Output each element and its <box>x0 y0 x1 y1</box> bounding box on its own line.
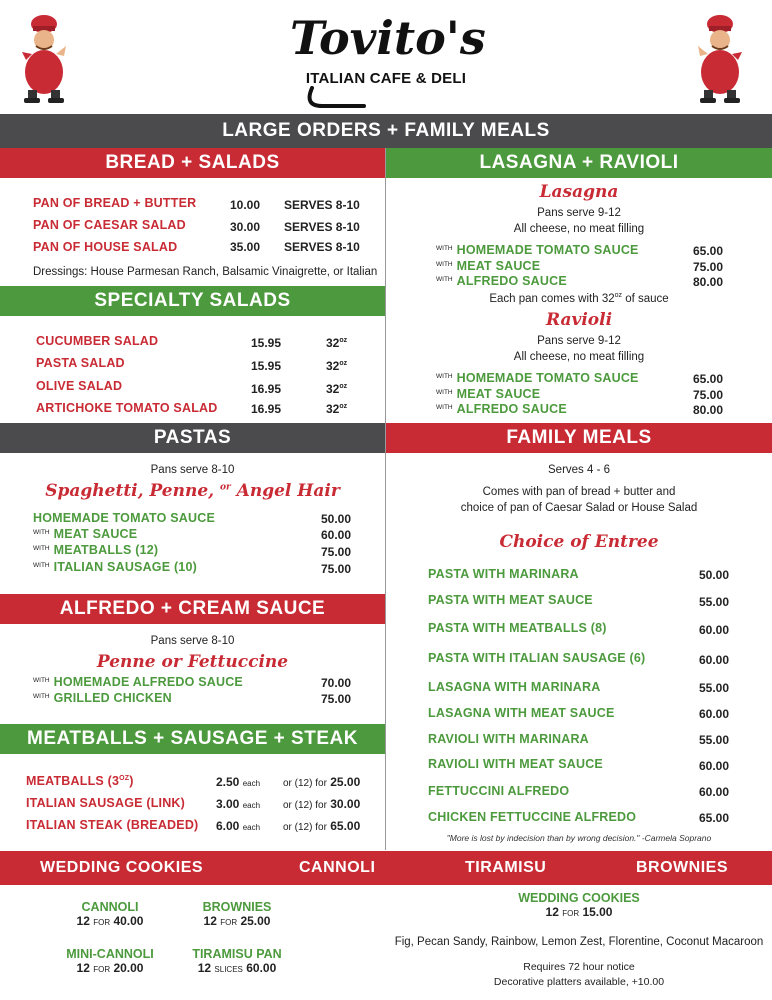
with-label: WITH <box>33 529 50 536</box>
menu-item-name-text: ALFREDO SAUCE <box>456 402 567 416</box>
dessert-item <box>55 947 165 975</box>
menu-item-price: 60.00 <box>321 528 352 542</box>
menu-item-name-text: MEAT SAUCE <box>53 527 138 541</box>
menu-item-price: 55.00 <box>699 733 730 747</box>
specialty-salads-header: SPECIALTY SALADS <box>0 286 385 316</box>
price-value: 6.00 <box>216 819 240 833</box>
dessert-name: BROWNIES <box>202 900 272 914</box>
family-desc-1: Comes with pan of bread + butter and <box>482 486 676 498</box>
logo-name: Tovito's <box>290 11 486 65</box>
menu-item-name: RAVIOLI WITH MEAT SAUCE <box>428 757 603 771</box>
size-value: 32 <box>326 382 340 396</box>
menu-item-name-text: MEAT SAUCE <box>456 387 541 401</box>
menu-item-name: PASTA WITH ITALIAN SAUSAGE (6) <box>428 651 646 665</box>
chef-mascot-icon <box>690 10 750 106</box>
each-label: each <box>242 801 261 810</box>
menu-item-serves: SERVES 8-10 <box>284 220 360 234</box>
dozen-price: 30.00 <box>330 797 361 811</box>
column-divider <box>385 148 386 850</box>
main-title: LARGE ORDERS + FAMILY MEALS <box>0 114 772 148</box>
menu-item-name-text: MEATBALLS (12) <box>53 543 159 557</box>
each-label: each <box>242 779 261 788</box>
dessert-name: WEDDING COOKIES <box>518 891 640 905</box>
each-label: each <box>242 823 261 832</box>
menu-item-price: 65.00 <box>699 811 730 825</box>
banner-item: WEDDING COOKIES <box>40 859 204 876</box>
menu-item-name <box>33 675 243 689</box>
dessert-unit: SLICES <box>214 965 243 974</box>
with-label: WITH <box>33 545 50 552</box>
with-label: WITH <box>33 562 50 569</box>
menu-item-name-text: HOMEMADE ALFREDO SAUCE <box>53 675 243 689</box>
menu-item-name: PASTA WITH MEATBALLS (8) <box>428 621 607 635</box>
dessert-name: TIRAMISU PAN <box>192 947 282 961</box>
menu-item-serves: SERVES 8-10 <box>284 240 360 254</box>
dessert-price <box>187 914 287 928</box>
pastas-subhead-or: or <box>219 482 231 493</box>
menu-item-price: 50.00 <box>321 512 352 526</box>
menu-item-name <box>436 402 567 416</box>
menu-item-name <box>33 560 197 574</box>
lasagna-desc: All cheese, no meat filling <box>513 223 645 235</box>
menu-item-dozen <box>283 775 360 789</box>
platters-note: Decorative platters available, +10.00 <box>493 976 665 988</box>
logo-swoosh-icon <box>298 86 368 110</box>
dessert-price <box>486 905 672 919</box>
menu-item-name <box>436 259 540 273</box>
menu-item-price: 60.00 <box>699 623 730 637</box>
menu-item-price: 60.00 <box>699 707 730 721</box>
menu-item-price: 50.00 <box>699 568 730 582</box>
dessert-price-value: 25.00 <box>240 914 271 928</box>
dessert-item <box>187 900 287 928</box>
size-value: 32 <box>326 359 340 373</box>
lasagna-subhead: Lasagna <box>539 182 619 202</box>
family-subhead: Choice of Entree <box>499 532 659 552</box>
menu-item-name: PASTA WITH MARINARA <box>428 567 579 581</box>
menu-item-name <box>26 774 134 788</box>
ravioli-subhead: Ravioli <box>545 310 613 330</box>
page-header <box>0 0 772 114</box>
price-value: 3.00 <box>216 797 240 811</box>
alfredo-header: ALFREDO + CREAM SAUCE <box>0 594 385 624</box>
menu-item-price: 70.00 <box>321 676 352 690</box>
lasagna-serves: Pans serve 9-12 <box>537 207 621 219</box>
meatballs-header: MEATBALLS + SAUSAGE + STEAK <box>0 724 385 754</box>
with-label: WITH <box>436 389 453 396</box>
menu-item-price: 75.00 <box>693 388 724 402</box>
menu-item-name <box>33 543 158 557</box>
menu-item-name: ARTICHOKE TOMATO SALAD <box>36 401 218 415</box>
dessert-name: MINI-CANNOLI <box>66 947 154 961</box>
dessert-qty: 12 <box>203 914 217 928</box>
menu-item-name <box>436 274 567 288</box>
pastas-subhead <box>0 481 385 501</box>
sauce-note-oz: oz <box>614 292 623 299</box>
wedding-cookies-item <box>486 891 672 919</box>
banner-item: CANNOLI <box>299 859 376 876</box>
menu-item-price: 16.95 <box>251 402 282 416</box>
menu-item-price <box>216 775 260 789</box>
menu-item-price: 55.00 <box>699 595 730 609</box>
dozen-label: or (12) for <box>283 800 327 811</box>
dozen-label: or (12) for <box>283 822 327 833</box>
cookie-flavors: Fig, Pecan Sandy, Rainbow, Lemon Zest, Florentine, Coconut Macaroon <box>394 936 764 948</box>
menu-item-name: OLIVE SALAD <box>36 379 123 393</box>
menu-item-name: PASTA WITH MEAT SAUCE <box>428 593 593 607</box>
size-unit: oz <box>339 383 348 390</box>
dressings-note: Dressings: House Parmesan Ranch, Balsamic Vinaigrette, or Italian <box>33 266 378 278</box>
menu-item-size <box>326 382 347 396</box>
banner-item: TIRAMISU <box>465 859 547 876</box>
menu-item-price: 15.95 <box>251 359 282 373</box>
menu-item-name-text: ALFREDO SAUCE <box>456 274 567 288</box>
banner-item: BROWNIES <box>636 859 728 876</box>
size-value: 32 <box>326 402 340 416</box>
menu-item-price: 60.00 <box>699 653 730 667</box>
with-label: WITH <box>436 404 453 411</box>
menu-item-name-text: GRILLED CHICKEN <box>53 691 172 705</box>
menu-item-name: FETTUCCINI ALFREDO <box>428 784 570 798</box>
menu-item-name-sup: OZ <box>119 774 130 782</box>
menu-item-serves: SERVES 8-10 <box>284 198 360 212</box>
dessert-unit: FOR <box>220 918 238 927</box>
size-unit: oz <box>339 360 348 367</box>
menu-item-name-text: ITALIAN SAUSAGE (10) <box>53 560 197 574</box>
size-value: 32 <box>326 336 340 350</box>
menu-item-price: 75.00 <box>321 692 352 706</box>
pastas-subhead-pre: Spaghetti, Penne, <box>45 481 220 501</box>
menu-item-price: 10.00 <box>230 198 261 212</box>
dessert-name: CANNOLI <box>81 900 139 914</box>
quote: "More is lost by indecision than by wrong decision." -Carmela Soprano <box>446 833 712 843</box>
menu-item-size <box>326 359 347 373</box>
menu-item-name-text: HOMEMADE TOMATO SAUCE <box>456 243 639 257</box>
alfredo-subhead: Penne or Fettuccine <box>96 652 289 672</box>
menu-item-price: 65.00 <box>693 372 724 386</box>
menu-item-price: 15.95 <box>251 336 282 350</box>
dessert-price-value: 40.00 <box>113 914 144 928</box>
dessert-item <box>60 900 160 928</box>
menu-item-price: 60.00 <box>699 785 730 799</box>
family-meals-header: FAMILY MEALS <box>386 423 772 453</box>
pastas-subhead-post: Angel Hair <box>230 481 340 501</box>
menu-item-name: PAN OF BREAD + BUTTER <box>33 196 197 210</box>
dessert-qty: 12 <box>545 905 559 919</box>
menu-item-name <box>33 691 172 705</box>
dessert-price <box>60 914 160 928</box>
menu-item-price: 30.00 <box>230 220 261 234</box>
menu-item-name-text: HOMEMADE TOMATO SAUCE <box>456 371 639 385</box>
menu-item-price: 80.00 <box>693 275 724 289</box>
menu-item-name: CUCUMBER SALAD <box>36 334 159 348</box>
menu-item-price: 75.00 <box>321 562 352 576</box>
logo <box>290 8 486 108</box>
menu-item-name: ITALIAN STEAK (BREADED) <box>26 818 199 832</box>
dozen-price: 25.00 <box>330 775 361 789</box>
ravioli-serves: Pans serve 9-12 <box>537 335 621 347</box>
menu-item-price: 75.00 <box>693 260 724 274</box>
with-label: WITH <box>436 261 453 268</box>
menu-item-price: 75.00 <box>321 545 352 559</box>
menu-item-name: HOMEMADE TOMATO SAUCE <box>33 511 215 525</box>
pastas-header: PASTAS <box>0 423 385 453</box>
dozen-price: 65.00 <box>330 819 361 833</box>
menu-item-name: PASTA SALAD <box>36 356 125 370</box>
lasagna-ravioli-header: LASAGNA + RAVIOLI <box>386 148 772 178</box>
alfredo-serves: Pans serve 8-10 <box>150 635 235 647</box>
price-value: 2.50 <box>216 775 240 789</box>
menu-item-name <box>436 371 639 385</box>
with-label: WITH <box>436 373 453 380</box>
with-label: WITH <box>436 245 453 252</box>
menu-item-name: LASAGNA WITH MEAT SAUCE <box>428 706 615 720</box>
menu-item-price: 60.00 <box>699 759 730 773</box>
menu-item-price: 55.00 <box>699 681 730 695</box>
dessert-unit: FOR <box>562 909 580 918</box>
chef-mascot-icon <box>14 10 74 106</box>
bread-salads-header: BREAD + SALADS <box>0 148 385 178</box>
menu-item-price: 16.95 <box>251 382 282 396</box>
menu-item-name-text: MEAT SAUCE <box>456 259 541 273</box>
family-desc-2: choice of pan of Caesar Salad or House Salad <box>460 502 698 514</box>
menu-item-name-close: ) <box>129 774 134 788</box>
sauce-note-pre: Each pan comes with 32 <box>489 292 615 305</box>
with-label: WITH <box>33 693 50 700</box>
menu-item-name <box>436 243 639 257</box>
menu-item-name: ITALIAN SAUSAGE (LINK) <box>26 796 186 810</box>
logo-tagline: ITALIAN CAFE & DELI <box>305 70 467 87</box>
dessert-unit: FOR <box>93 918 111 927</box>
dessert-qty: 12 <box>76 961 90 975</box>
dessert-unit: FOR <box>93 965 111 974</box>
with-label: WITH <box>436 276 453 283</box>
menu-item-price: 35.00 <box>230 240 261 254</box>
menu-item-name: CHICKEN FETTUCCINE ALFREDO <box>428 810 637 824</box>
size-unit: oz <box>339 337 348 344</box>
menu-item-price: 65.00 <box>693 244 724 258</box>
dessert-price <box>55 961 165 975</box>
dozen-label: or (12) for <box>283 778 327 789</box>
dessert-price-value: 20.00 <box>113 961 144 975</box>
menu-item-name: PAN OF CAESAR SALAD <box>33 218 186 232</box>
sauce-note-post: of sauce <box>622 292 669 305</box>
lasagna-sauce-note <box>386 292 772 305</box>
menu-item-price: 80.00 <box>693 403 724 417</box>
ravioli-desc: All cheese, no meat filling <box>513 351 645 363</box>
menu-item-price <box>216 819 260 833</box>
menu-item-name <box>436 387 540 401</box>
with-label: WITH <box>33 677 50 684</box>
pastas-serves: Pans serve 8-10 <box>150 464 235 476</box>
menu-item-size <box>326 402 347 416</box>
menu-item-dozen <box>283 819 360 833</box>
dessert-qty: 12 <box>197 961 212 975</box>
dessert-item <box>182 947 292 975</box>
menu-item-name: RAVIOLI WITH MARINARA <box>428 732 589 746</box>
dessert-price-value: 15.00 <box>582 905 613 919</box>
dessert-qty: 12 <box>76 914 90 928</box>
menu-item-name: PAN OF HOUSE SALAD <box>33 240 178 254</box>
dessert-price <box>182 961 292 975</box>
menu-item-name <box>33 527 137 541</box>
family-serves: Serves 4 - 6 <box>548 464 610 476</box>
menu-item-name-text: MEATBALLS (3 <box>26 774 120 788</box>
menu-item-size <box>326 336 347 350</box>
notice: Requires 72 hour notice <box>523 961 635 973</box>
size-unit: oz <box>339 403 348 410</box>
menu-item-dozen <box>283 797 360 811</box>
menu-item-name: LASAGNA WITH MARINARA <box>428 680 601 694</box>
dessert-price-value: 60.00 <box>246 961 277 975</box>
menu-item-price <box>216 797 260 811</box>
